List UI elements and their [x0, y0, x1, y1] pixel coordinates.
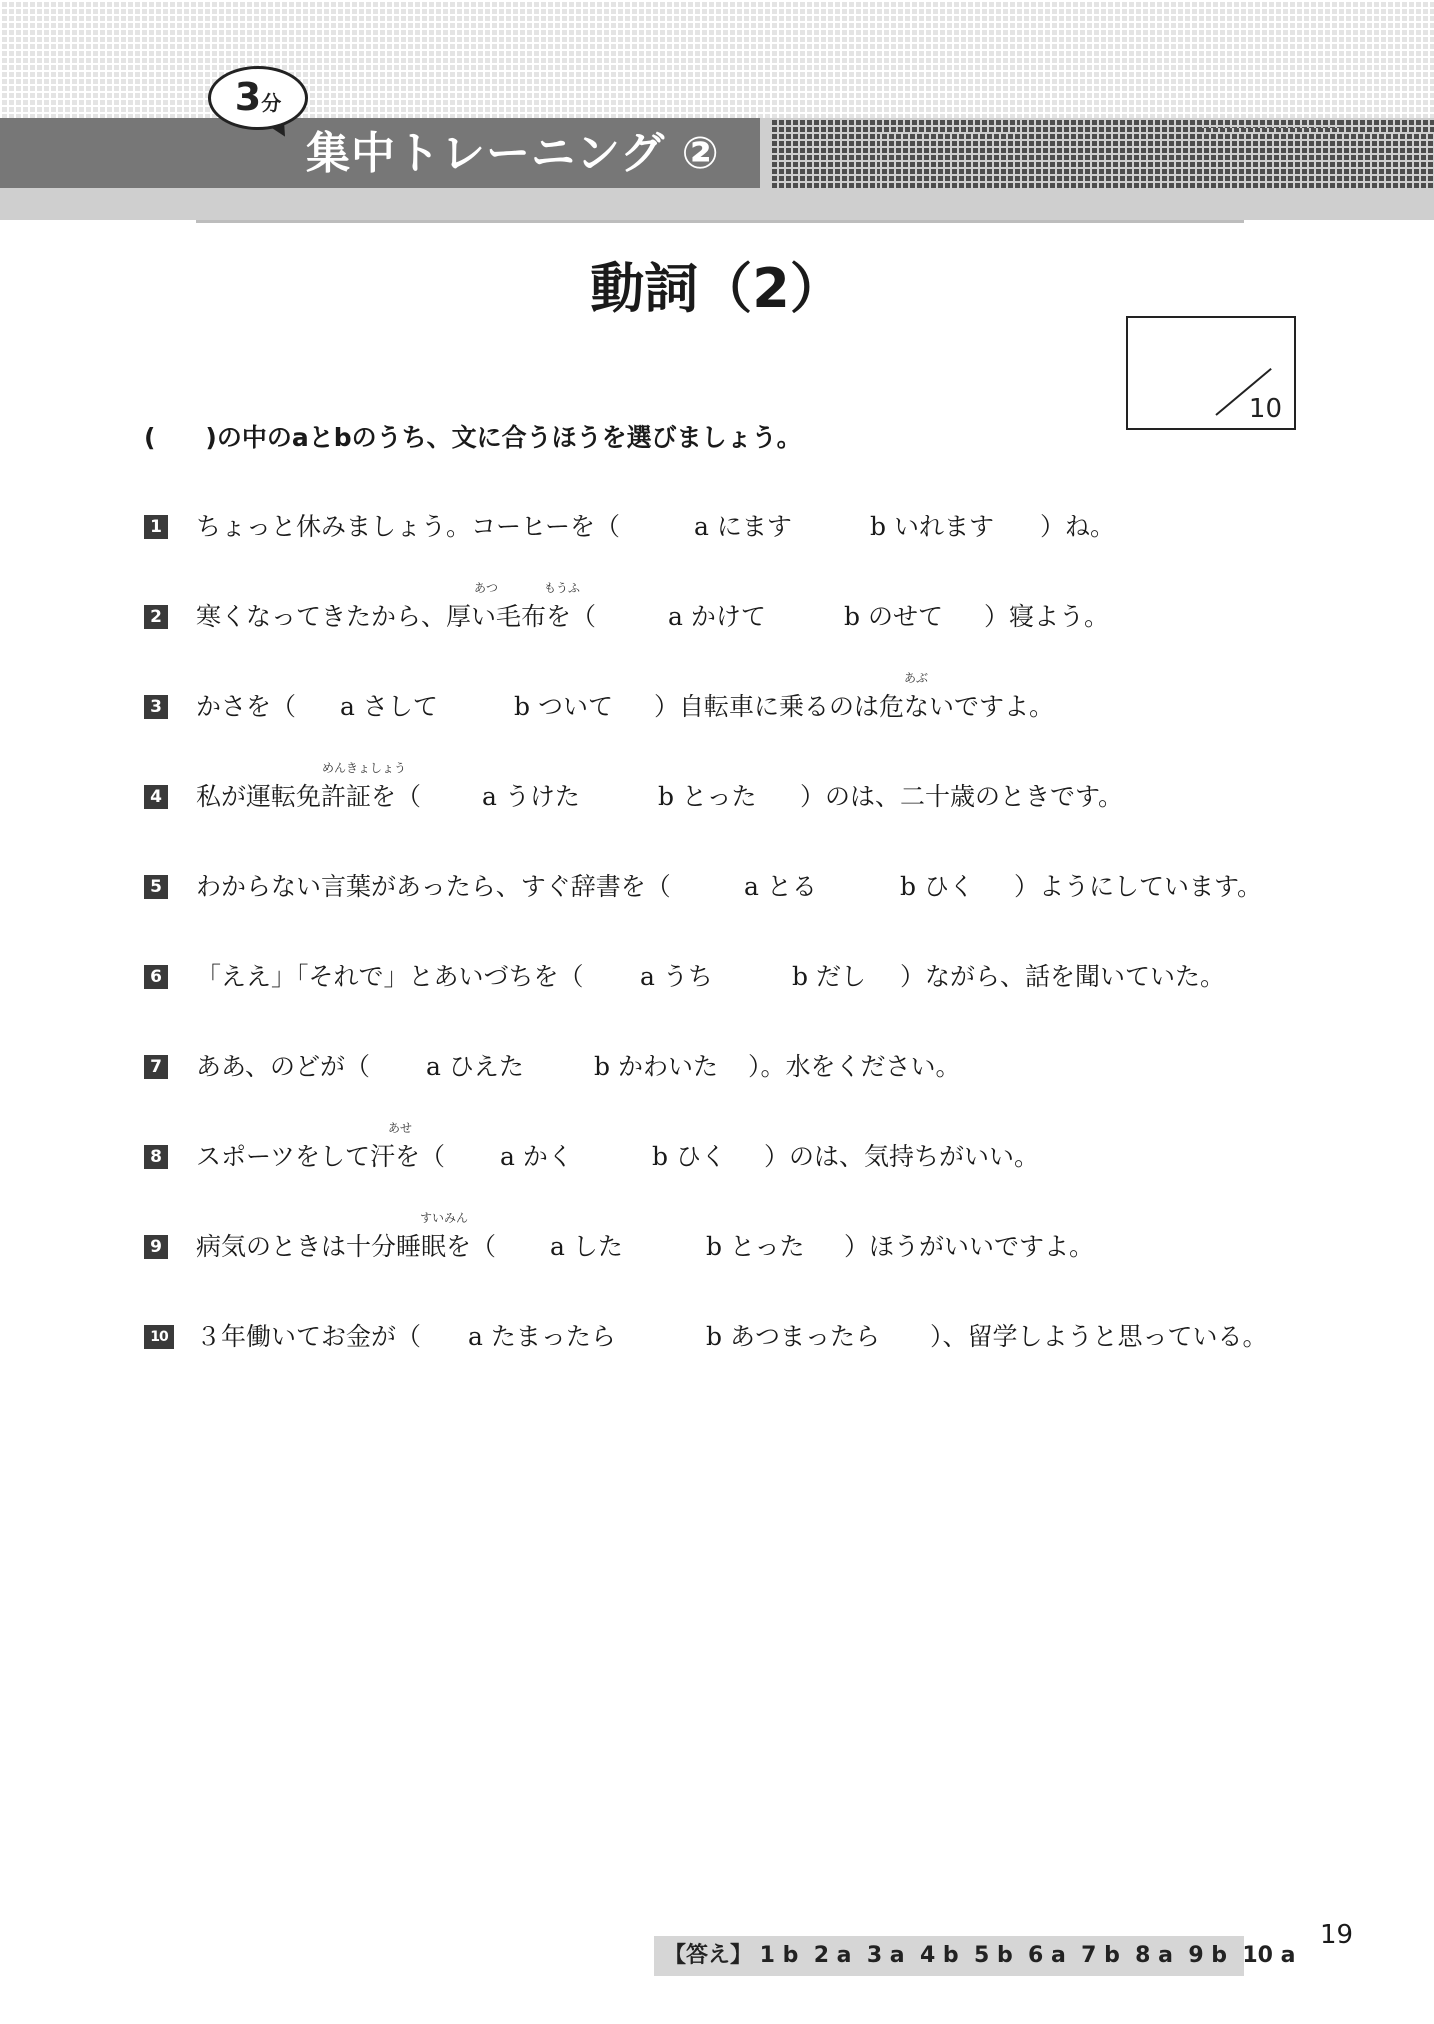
furigana: もうふ [544, 581, 581, 595]
choice-b[interactable]: b かわいた [594, 1052, 718, 1081]
choice-a[interactable]: a かく [500, 1142, 573, 1171]
question-text-before: ３年働いてお金が（ [196, 1322, 422, 1351]
time-badge-unit: 分 [261, 91, 282, 115]
question-text-before: ちょっと休みましょう。コーヒーを（ [196, 512, 621, 541]
time-badge-number: 3 [234, 75, 262, 119]
section-title: 集中トレーニング ② [306, 128, 720, 179]
question-text-before: わからない言葉があったら、すぐ辞書を（ [196, 872, 671, 901]
question-number: 8 [144, 1145, 168, 1169]
question-text-before: スポーツをして汗を（ [196, 1142, 446, 1171]
answer-key: 【答え】 1 b 2 a 3 a 4 b 5 b 6 a 7 b 8 a 9 b 10 a [654, 1936, 1244, 1976]
question-text-after: ）のは、気持ちがいい。 [764, 1142, 1040, 1171]
question-number: 7 [144, 1055, 168, 1079]
question-text-before: ああ、のどが（ [196, 1052, 371, 1081]
question-number: 10 [144, 1325, 174, 1349]
header-divider [196, 220, 1244, 223]
choice-a[interactable]: a とる [744, 872, 817, 901]
question-number: 2 [144, 605, 168, 629]
choice-b[interactable]: b のせて [844, 602, 943, 631]
instruction-text: ( )の中のaとbのうち、文に合うほうを選びましょう。 [144, 423, 802, 452]
choice-b[interactable]: b とった [706, 1232, 805, 1261]
question-number: 5 [144, 875, 168, 899]
question-number: 9 [144, 1235, 168, 1259]
choice-b[interactable]: b いれます [870, 512, 994, 541]
choice-a[interactable]: a うけた [482, 782, 580, 811]
question-number: 1 [144, 515, 168, 539]
question-text-after: ）。水をください。 [748, 1052, 961, 1081]
question-text-after: ）自転車に乗るのは危ないですよ。 [654, 692, 1055, 721]
choice-b[interactable]: b ひく [652, 1142, 726, 1171]
choice-a[interactable]: a さして [340, 692, 438, 721]
page-number: 19 [1320, 1920, 1354, 1950]
question-text-after: ）ね。 [1040, 512, 1116, 541]
question-number: 3 [144, 695, 168, 719]
header-step-pattern [760, 0, 1434, 190]
choice-a[interactable]: a した [550, 1232, 623, 1261]
question-text-after: ）ようにしています。 [1014, 872, 1263, 901]
question-text-before: 私が運転免許証を（ [196, 782, 422, 811]
furigana: めんきょしょう [322, 761, 407, 775]
score-box [1126, 316, 1296, 430]
page-title: 動詞（2） [590, 257, 844, 320]
choice-a[interactable]: a ひえた [426, 1052, 524, 1081]
furigana: あぶ [904, 671, 929, 685]
choice-a[interactable]: a たまったら [468, 1322, 616, 1351]
choice-b[interactable]: b とった [658, 782, 757, 811]
choice-b[interactable]: b あつまったら [706, 1322, 880, 1351]
choice-a[interactable]: a かけて [668, 602, 766, 631]
choice-a[interactable]: a にます [694, 512, 792, 541]
question-text-before: 「ええ」「それで」とあいづちを（ [196, 962, 584, 991]
question-text-before: 寒くなってきたから、厚い毛布を（ [196, 602, 597, 631]
choice-b[interactable]: b ひく [900, 872, 974, 901]
choice-b[interactable]: b ついて [514, 692, 613, 721]
question-text-after: ）ほうがいいですよ。 [844, 1232, 1095, 1261]
question-text-after: ）ながら、話を聞いていた。 [900, 962, 1226, 991]
question-text-after: ）寝よう。 [984, 602, 1110, 631]
question-text-after: ）のは、二十歳のときです。 [800, 782, 1124, 811]
time-badge [208, 66, 308, 130]
question-number: 6 [144, 965, 168, 989]
furigana: すいみん [420, 1211, 469, 1225]
question-number: 4 [144, 785, 168, 809]
question-text-before: 病気のときは十分睡眠を（ [196, 1232, 497, 1261]
choice-a[interactable]: a うち [640, 962, 713, 991]
choice-b[interactable]: b だし [792, 962, 866, 991]
question-text-after: ）、留学しようと思っている。 [930, 1322, 1268, 1351]
furigana: あつ [474, 581, 499, 595]
score-total: 10 [1248, 394, 1282, 424]
furigana: あせ [388, 1121, 413, 1135]
question-text-before: かさを（ [196, 692, 297, 721]
